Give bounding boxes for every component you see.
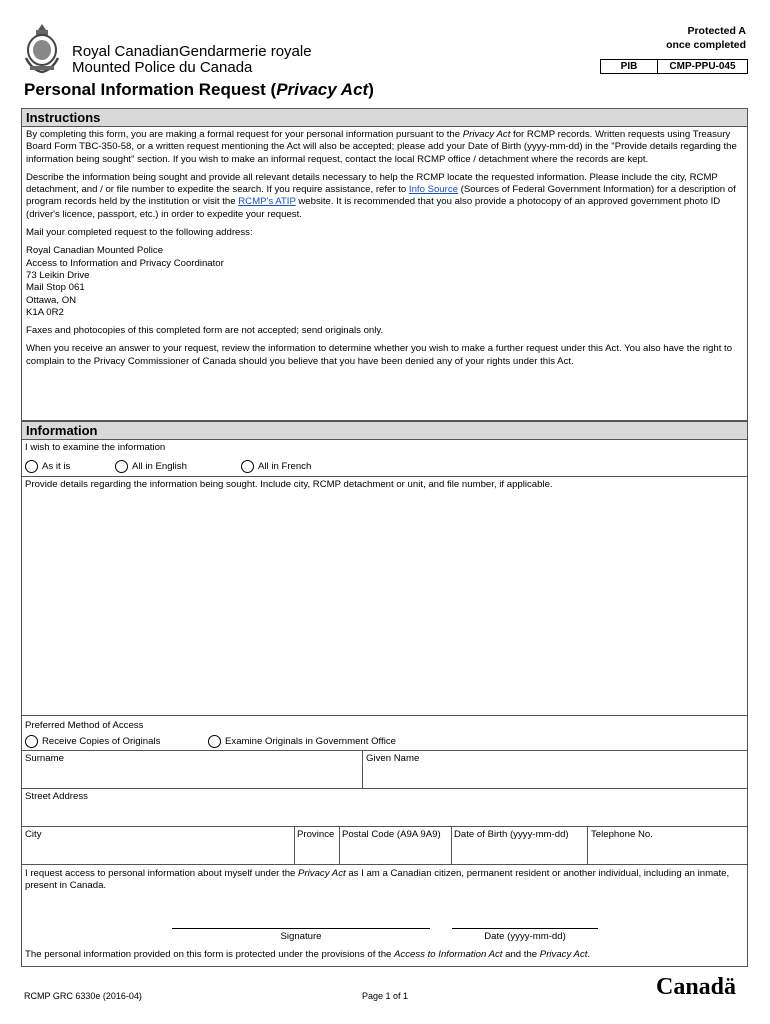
p2-text-a: Describe the information being sought and provide all relevant details necessary to help the RCMP locate the requested information. Please include the city, RCMP detachment, and / or file number to expedite the search. If you require assistance, refer to	[26, 171, 718, 196]
radio-copies-label: Receive Copies of Originals	[42, 736, 161, 747]
radio-all-french[interactable]	[241, 460, 311, 473]
instructions-paragraph-4: Faxes and photocopies of this completed form are not accepted; send originals only.	[26, 325, 384, 337]
street-address-field[interactable]	[21, 789, 748, 827]
protection-text-b: and the	[502, 949, 540, 960]
date-of-birth-field[interactable]	[451, 827, 588, 865]
signature-line[interactable]	[172, 928, 430, 929]
rcmp-crest-icon	[22, 22, 62, 74]
form-header	[0, 0, 770, 105]
radio-circle-icon[interactable]	[25, 460, 38, 473]
protection-text-c: .	[587, 949, 591, 960]
details-field[interactable]	[21, 477, 748, 716]
radio-french-label: All in French	[258, 461, 312, 472]
city-field[interactable]	[21, 827, 295, 865]
protection-notice	[25, 949, 590, 961]
protection-italic-1: Access to Information Act	[394, 949, 503, 960]
title-italic: Privacy Act	[276, 80, 369, 99]
p2-text-b: (Sources of Federal Government Information) for a description of program records held by the institution or visit the	[26, 184, 736, 208]
surname-field[interactable]	[21, 751, 363, 789]
address-line: K1A 0R2	[26, 306, 64, 318]
given-name-field[interactable]	[362, 751, 748, 789]
examine-label: I wish to examine the information	[25, 442, 166, 453]
radio-examine-label: Examine Originals in Government Office	[225, 736, 396, 747]
pib-box	[600, 59, 748, 74]
signature-label: Signature	[280, 931, 322, 942]
given-name-label: Given Name	[366, 753, 420, 764]
date-line[interactable]	[452, 928, 598, 929]
declaration-text	[25, 868, 744, 893]
province-label: Province	[297, 829, 335, 840]
radio-circle-icon[interactable]	[208, 735, 221, 748]
page-title	[24, 80, 374, 100]
p1-text-b: for RCMP records. Written requests using Treasury Board Form TBC-350-58, or a written request mentioning the Act will also be accepted; please add your Date of Birth (yyyy-mm-dd) in the "Provide details regarding the information being sought" section. If you wish to make an informal request, contact the local RCMP office / detachment where the records are kept.	[26, 129, 737, 165]
radio-english-label: All in English	[132, 461, 187, 472]
radio-circle-icon[interactable]	[25, 735, 38, 748]
radio-all-english[interactable]	[115, 460, 187, 473]
radio-receive-copies[interactable]	[25, 735, 160, 748]
declaration-italic: Privacy Act	[298, 868, 346, 879]
agency-name-en-2: Mounted Police	[72, 59, 176, 76]
p1-italic: Privacy Act	[462, 129, 511, 140]
agency-name-en-1: Royal Canadian	[72, 43, 179, 60]
canada-wordmark: Canadä	[656, 974, 737, 1000]
street-address-label: Street Address	[25, 791, 88, 802]
telephone-label: Telephone No.	[591, 829, 653, 840]
p1-text-a: By completing this form, you are making a formal request for your personal information pursuant to the	[26, 129, 463, 140]
protected-notice	[666, 24, 746, 52]
radio-circle-icon[interactable]	[241, 460, 254, 473]
surname-label: Surname	[25, 753, 64, 764]
address-line: Access to Information and Privacy Coordinator	[26, 257, 224, 269]
province-field[interactable]	[294, 827, 340, 865]
title-main: Personal Information Request (	[24, 80, 277, 99]
info-source-link[interactable]: Info Source	[408, 184, 458, 196]
radio-examine-originals[interactable]	[208, 735, 396, 748]
instructions-paragraph-3: Mail your completed request to the following address:	[26, 227, 253, 239]
postal-code-label: Postal Code (A9A 9A9)	[342, 829, 441, 840]
protected-line-2: once completed	[666, 39, 746, 51]
date-label: Date (yyyy-mm-dd)	[484, 931, 566, 942]
telephone-field[interactable]	[587, 827, 748, 865]
protection-text-a: The personal information provided on this form is protected under the provisions of the	[25, 949, 395, 960]
instructions-paragraph-2	[26, 172, 743, 221]
instructions-paragraph-1	[26, 129, 743, 166]
details-label: Provide details regarding the information being sought. Include city, RCMP detachment or unit, and file number, if applicable.	[25, 479, 553, 490]
mailing-address	[26, 245, 743, 319]
agency-name-fr-2: du Canada	[179, 59, 253, 76]
page-number: Page 1 of 1	[362, 991, 409, 1001]
address-line: Ottawa, ON	[26, 294, 77, 306]
city-label: City	[25, 829, 42, 840]
instructions-heading: Instructions	[21, 108, 748, 127]
rcmp-atip-link[interactable]: RCMP's ATIP	[238, 196, 296, 208]
postal-code-field[interactable]	[339, 827, 452, 865]
protected-line-1: Protected A	[687, 25, 746, 37]
declaration-section	[21, 865, 748, 967]
information-heading: Information	[21, 421, 748, 440]
agency-name-fr-1: Gendarmerie royale	[179, 43, 312, 60]
pib-label: PIB	[601, 60, 658, 73]
radio-as-is[interactable]	[25, 460, 70, 473]
declaration-text-b: as I am a Canadian citizen, permanent resident or another individual, including an inmate, present in Canada.	[25, 868, 730, 892]
access-method-label: Preferred Method of Access	[25, 720, 144, 731]
address-line: 73 Leikin Drive	[26, 269, 90, 281]
declaration-text-a: I request access to personal information about myself under the	[25, 868, 299, 879]
protection-italic-2: Privacy Act	[539, 949, 588, 960]
instructions-body	[21, 127, 748, 421]
address-line: Mail Stop 061	[26, 282, 85, 294]
radio-circle-icon[interactable]	[115, 460, 128, 473]
title-end: )	[368, 80, 374, 99]
instructions-paragraph-5: When you receive an answer to your request, review the information to determine whether you wish to make a further request under this Act. You also have the right to complain to the Privacy Commissioner of Canada should you believe that you have been denied any of your rights under this Act.	[26, 343, 733, 367]
date-of-birth-label: Date of Birth (yyyy-mm-dd)	[454, 829, 569, 840]
radio-as-is-label: As it is	[42, 461, 71, 472]
p2-text-c: website. It is recommended that you also provide a photocopy of an approved government photo ID (driver's licence, passport, etc.) in order to expedite your request.	[26, 196, 721, 220]
address-line: Royal Canadian Mounted Police	[26, 245, 164, 257]
pib-code: CMP-PPU-045	[669, 61, 736, 72]
form-number: RCMP GRC 6330e (2016-04)	[24, 991, 142, 1001]
